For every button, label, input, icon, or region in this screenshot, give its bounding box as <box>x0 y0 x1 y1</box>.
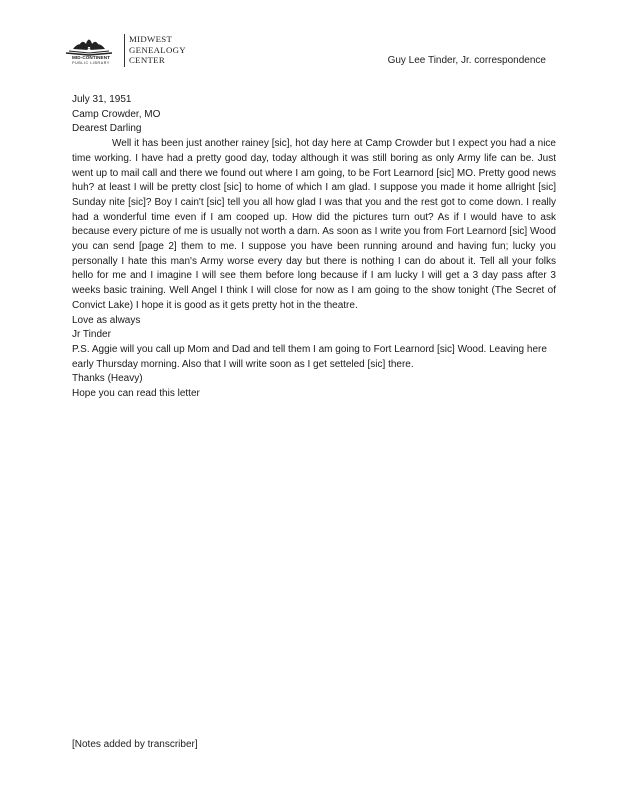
collection-title: Guy Lee Tinder, Jr. correspondence <box>387 55 546 66</box>
letter-postscript: P.S. Aggie will you call up Mom and Dad and tell them I am going to Fort Learnord [sic] Wood. Leaving here early Thursday morning. Also that I will write soon as I get setteled [sic] there. <box>72 343 547 370</box>
letter-transcription <box>72 93 556 402</box>
logo-line-3: CENTER <box>129 55 166 65</box>
logo-wordmark <box>129 34 186 66</box>
library-logo <box>60 33 210 69</box>
letter-salutation: Dearest Darling <box>72 123 142 135</box>
logo-divider <box>124 34 125 67</box>
transcriber-note: [Notes added by transcriber] <box>72 739 198 750</box>
letter-date: July 31, 1951 <box>72 94 132 105</box>
logo-line-2: GENEALOGY <box>129 44 186 55</box>
logo-subtitle-secondary: PUBLIC LIBRARY <box>72 61 110 65</box>
letter-final-note: Hope you can read this letter <box>72 388 200 400</box>
logo-subtitle: MID-CONTINENT <box>71 55 111 60</box>
letter-location: Camp Crowder, MO <box>72 108 161 120</box>
logo-line-1: MIDWEST <box>129 34 173 44</box>
letter-signature: Jr Tinder <box>72 329 111 341</box>
letter-thanks: Thanks (Heavy) <box>72 373 143 385</box>
letter-closing: Love as always <box>72 314 141 326</box>
letter-body: Well it has been just another rainey [sic], hot day here at Camp Crowder but I expect you had a nice time working. I have had a pretty good day, today although it was still boring as only Army life can be. Just went up to mail call and there we found out where I am going, to be Fort Learnord [sic] MO. Pretty good news huh? at least I will be pretty clost [sic] to home of which I am glad. I suppose you made it home allright [sic] Sunday nite [sic]? Boy I cain't [sic] tell you all how glad I was that you and the rest got to come down. I really had a wonderful time even if I am cooped up. How did the pictures turn out? As if I would have to ask because every picture of me is usually not worth a darn. As soon as I write you from Fort Learnord [sic] Wood you can send [page 2] them to me. I suppose you have been running around and having fun; lucky you personally I hate this man's Army worse every day but there is nothing I can do about it. Tell all your folks hello for me and I imagine I will see them before long because if I am lucky I will get a 3 day pass after 3 weeks basic training. Well Angel I think I will close for now as I am going to the show tonight (The Secret of Convict Lake) I hope it is good as it gets pretty hot in the theatre. <box>72 138 556 311</box>
